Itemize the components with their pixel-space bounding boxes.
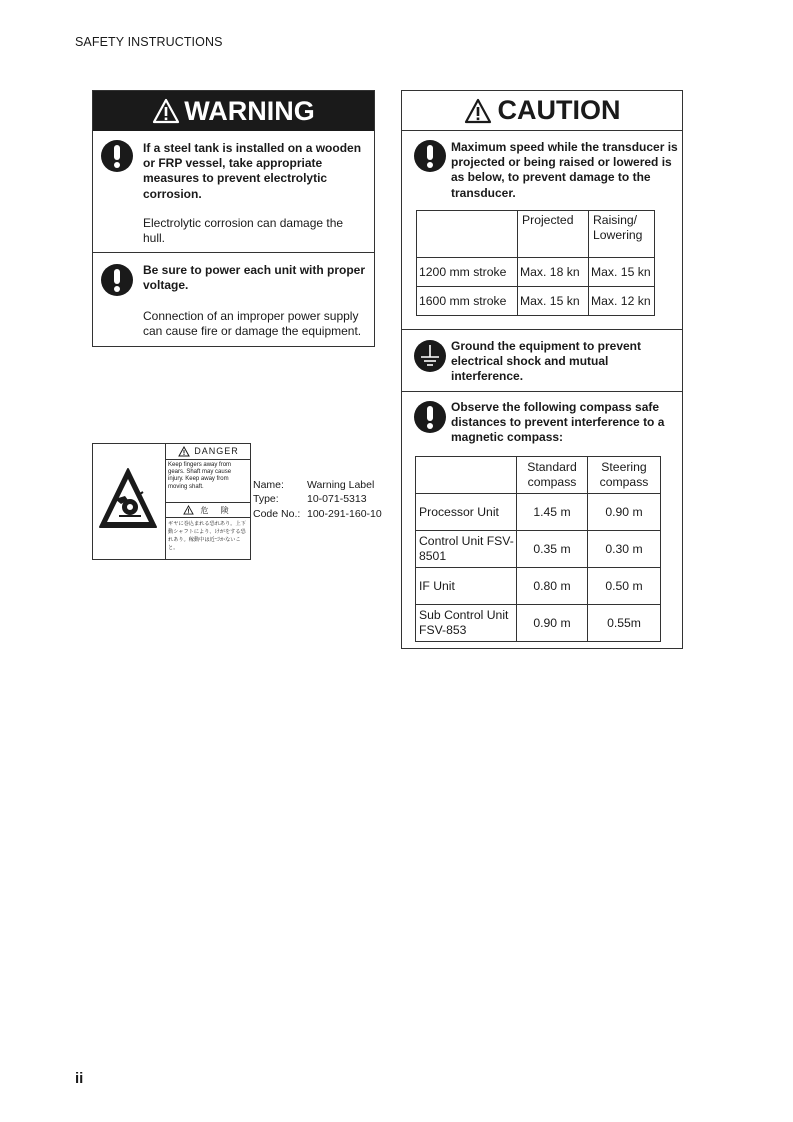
warning-item-text: Electrolytic corrosion can damage the hull. <box>143 216 344 246</box>
danger-text-en: Keep fingers away from gears. Shaft may cause injury. Keep away from moving shaft. <box>166 460 251 503</box>
warning-item-voltage <box>93 252 374 346</box>
table-row <box>416 605 661 642</box>
info-value: 10-071-5313 <box>307 493 367 506</box>
table-cell: 0.50 m <box>588 568 661 605</box>
label-info <box>253 478 382 521</box>
table-header-row <box>416 457 661 494</box>
exclamation-icon <box>101 264 133 296</box>
caution-item-speed <box>402 131 682 329</box>
table-cell: 1.45 m <box>517 494 588 531</box>
caution-item-heading: Maximum speed while the transducer is projected or being raised or lowered is as below, to prevent damage to the transducer. <box>451 140 678 200</box>
info-key: Name: <box>253 479 284 491</box>
table-header-cell <box>416 457 517 494</box>
table-cell: 0.55m <box>588 605 661 642</box>
danger-text-jp: ギヤに巻込まれる恐れあり。上下動シャフトにより、けがをする恐れあり。稼動中は近づかないこと。 <box>168 521 246 551</box>
page-header: SAFETY INSTRUCTIONS <box>75 35 223 49</box>
table-cell: Max. 12 kn <box>589 287 655 316</box>
table-header-cell: Steering compass <box>588 457 661 494</box>
table-cell: 0.80 m <box>517 568 588 605</box>
table-cell: Max. 18 kn <box>518 258 589 287</box>
warning-triangle-icon <box>178 446 190 457</box>
caution-title-bar <box>402 91 682 131</box>
warning-item-corrosion <box>93 131 374 252</box>
caution-item-heading: Observe the following compass safe distances to prevent interference to a magnetic compass: <box>451 400 665 445</box>
warning-triangle-icon <box>183 505 194 515</box>
danger-header-jp <box>166 503 251 518</box>
caution-triangle-icon <box>464 98 492 124</box>
info-value: 100-291-160-10 <box>307 507 382 520</box>
ground-icon <box>414 340 446 372</box>
table-cell: Processor Unit <box>416 494 517 531</box>
table-cell: 1600 mm stroke <box>417 287 518 316</box>
table-cell: Control Unit FSV-8501 <box>416 531 517 568</box>
label-text-panel <box>165 443 251 560</box>
caution-item-compass <box>402 391 682 648</box>
table-cell: 0.90 m <box>517 605 588 642</box>
caution-item-heading: Ground the equipment to prevent electrical shock and mutual interference. <box>451 339 642 384</box>
info-row <box>253 507 382 521</box>
exclamation-icon <box>101 140 133 172</box>
caution-item-ground <box>402 329 682 391</box>
table-row <box>417 287 655 316</box>
table-cell: 1200 mm stroke <box>417 258 518 287</box>
table-header-row <box>417 211 655 258</box>
danger-header <box>166 443 251 460</box>
info-row <box>253 478 382 492</box>
table-header-cell <box>417 211 518 258</box>
table-row <box>416 568 661 605</box>
info-row <box>253 492 382 506</box>
warning-title-bar <box>93 91 374 131</box>
gear-hazard-pictogram <box>97 466 159 532</box>
exclamation-icon <box>414 401 446 433</box>
danger-title: DANGER <box>194 446 239 456</box>
compass-table <box>415 456 661 642</box>
info-value: Warning Label <box>307 479 375 491</box>
exclamation-icon <box>414 140 446 172</box>
caution-title: CAUTION <box>497 95 621 125</box>
table-cell: Max. 15 kn <box>589 258 655 287</box>
table-row <box>416 494 661 531</box>
speed-table <box>416 210 655 316</box>
caution-box <box>401 90 683 649</box>
table-row <box>417 258 655 287</box>
table-row <box>416 531 661 568</box>
warning-item-text: Connection of an improper power supply can cause fire or damage the equipment. <box>143 309 362 339</box>
table-header-cell: Projected <box>518 211 589 258</box>
page-number: ii <box>75 1070 84 1087</box>
table-cell: Max. 15 kn <box>518 287 589 316</box>
table-cell: 0.90 m <box>588 494 661 531</box>
table-cell: 0.35 m <box>517 531 588 568</box>
table-header-cell: Standard compass <box>517 457 588 494</box>
table-cell: IF Unit <box>416 568 517 605</box>
table-header-cell: Raising/ Lowering <box>589 211 655 258</box>
warning-item-heading: If a steel tank is installed on a wooden or FRP vessel, take appropriate measures to prevent electrolytic corrosion. <box>143 141 362 201</box>
table-cell: 0.30 m <box>588 531 661 568</box>
info-key: Type: <box>253 493 279 506</box>
table-cell: Sub Control Unit FSV-853 <box>416 605 517 642</box>
warning-item-heading: Be sure to power each unit with proper voltage. <box>143 263 366 293</box>
warning-title: WARNING <box>184 95 315 126</box>
danger-label <box>92 443 251 560</box>
info-key: Code No.: <box>253 507 301 520</box>
warning-triangle-icon <box>152 98 180 124</box>
danger-title-jp: 危 険 <box>200 505 234 515</box>
warning-box <box>92 90 375 347</box>
